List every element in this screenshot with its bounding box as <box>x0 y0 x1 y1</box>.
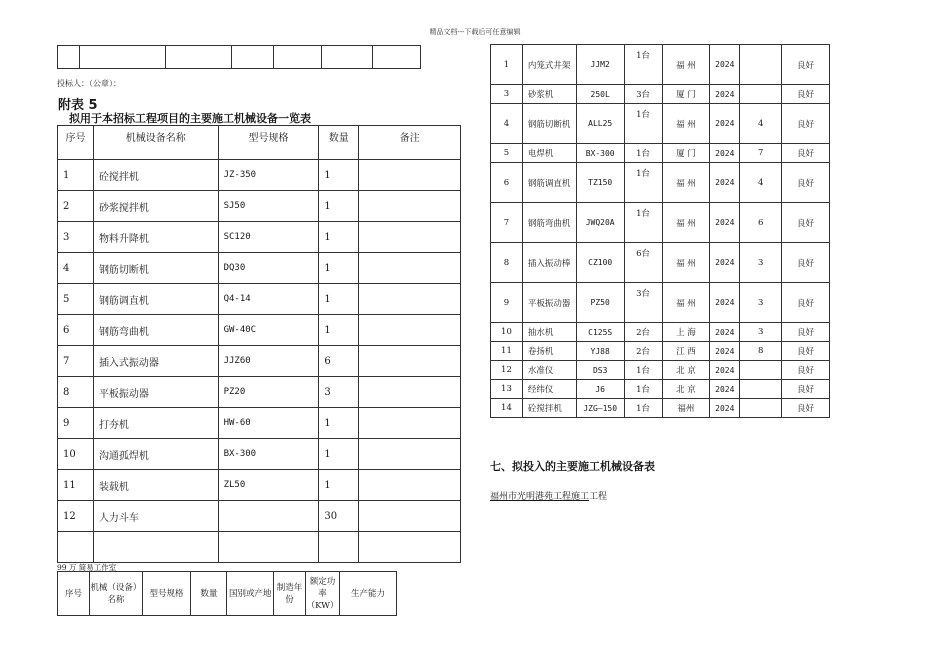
cell-year: 2024 <box>710 323 740 342</box>
cell-status: 良好 <box>782 163 830 203</box>
cell-origin: 福 州 <box>662 45 710 85</box>
table-row <box>491 104 830 144</box>
empty-cell <box>165 46 231 69</box>
empty-cell <box>273 46 321 69</box>
cell-power: 7 <box>740 144 782 163</box>
bidder-label: 投标人：（公章）： <box>57 79 121 88</box>
table-row <box>58 377 461 408</box>
cell-origin: 福 州 <box>662 283 710 323</box>
cell-origin: 上 海 <box>662 323 710 342</box>
cell-qty: 1台 <box>624 361 662 380</box>
cell-name: 平板振动器 <box>93 377 218 408</box>
cell-note <box>359 439 461 470</box>
table-title: 拟用于本招标工程项目的主要施工机械设备一览表 <box>69 112 311 125</box>
table-row <box>491 361 830 380</box>
cell-origin: 厦 门 <box>662 144 710 163</box>
cell-name: 经纬仪 <box>522 380 576 399</box>
empty-cell <box>372 46 420 69</box>
cell-name: 砂浆机 <box>522 85 576 104</box>
cell-model <box>218 501 319 532</box>
header-cell: 机械（设备）名称 <box>90 572 143 616</box>
cell-name: 插入振动棒 <box>522 243 576 283</box>
cell-power <box>740 361 782 380</box>
annex-title: 附表 5 <box>58 98 98 113</box>
cell-name: 砼搅拌机 <box>93 160 218 191</box>
cell-power: 3 <box>740 283 782 323</box>
header-cell: 序号 <box>58 126 94 160</box>
project-name-rest: 工程 <box>589 492 608 502</box>
cell-origin: 厦 门 <box>662 85 710 104</box>
cell-name: 砂浆搅拌机 <box>93 191 218 222</box>
table-row <box>491 163 830 203</box>
cell-year: 2024 <box>710 144 740 163</box>
top-empty-table <box>57 45 421 69</box>
cell-power <box>740 399 782 418</box>
cell-origin: 福 州 <box>662 104 710 144</box>
cell-note <box>359 284 461 315</box>
cell-qty: 1 <box>319 470 359 501</box>
cell-no: 2 <box>58 191 94 222</box>
cell-note <box>359 377 461 408</box>
cell-no: 11 <box>491 342 523 361</box>
header-cell: 型号规格 <box>142 572 191 616</box>
cell-model: ZL50 <box>218 470 319 501</box>
cell-year: 2024 <box>710 399 740 418</box>
cell-qty: 2台 <box>624 323 662 342</box>
cell-name: 水准仪 <box>522 361 576 380</box>
cell-qty: 1 <box>319 253 359 284</box>
cell-no: 4 <box>491 104 523 144</box>
studio-note: 99 万 简易工作室 <box>57 563 117 572</box>
cell-name: 打夯机 <box>93 408 218 439</box>
cell-model: Q4-14 <box>218 284 319 315</box>
table-row <box>491 85 830 104</box>
cell-qty: 6 <box>319 346 359 377</box>
empty-cell <box>79 46 165 69</box>
table-header-row <box>58 126 461 160</box>
header-cell: 生产能力 <box>340 572 397 616</box>
section-title: 七、拟投入的主要施工机械设备表 <box>490 460 655 473</box>
cell-name: 插入式振动器 <box>93 346 218 377</box>
cell-name: 钢筋弯曲机 <box>522 203 576 243</box>
cell-no: 12 <box>58 501 94 532</box>
cell-qty: 1台 <box>624 399 662 418</box>
cell-power: 4 <box>740 104 782 144</box>
cell-origin: 北 京 <box>662 361 710 380</box>
header-cell: 额定功率（KW） <box>306 572 340 616</box>
cell-year: 2024 <box>710 45 740 85</box>
cell-model: JJZ60 <box>218 346 319 377</box>
cell-status: 良好 <box>782 399 830 418</box>
cell-status: 良好 <box>782 342 830 361</box>
cell-no: 3 <box>491 85 523 104</box>
cell-no: 1 <box>491 45 523 85</box>
cell-qty: 1台 <box>624 104 662 144</box>
cell-no: 3 <box>58 222 94 253</box>
cell-model: JZ-350 <box>218 160 319 191</box>
cell-year: 2024 <box>710 361 740 380</box>
cell-name: 沟通孤焊机 <box>93 439 218 470</box>
cell-note <box>359 346 461 377</box>
table-row <box>58 439 461 470</box>
cell-model: GW-40C <box>218 315 319 346</box>
cell-no: 14 <box>491 399 523 418</box>
cell-origin: 北 京 <box>662 380 710 399</box>
cell-no: 4 <box>58 253 94 284</box>
cell-note <box>359 160 461 191</box>
cell-note <box>359 191 461 222</box>
bottom-header-table <box>57 571 397 616</box>
equipment-table <box>57 125 461 563</box>
cell-power: 6 <box>740 203 782 243</box>
cell-no: 1 <box>58 160 94 191</box>
cell-status: 良好 <box>782 203 830 243</box>
cell-qty: 1 <box>319 408 359 439</box>
header-cell: 制造年份 <box>273 572 305 616</box>
empty-cell <box>319 532 359 563</box>
cell-name: 物料升降机 <box>93 222 218 253</box>
cell-year: 2024 <box>710 342 740 361</box>
header-cell: 数量 <box>319 126 359 160</box>
cell-no: 7 <box>58 346 94 377</box>
cell-model: BX-300 <box>576 144 624 163</box>
cell-origin: 福 州 <box>662 163 710 203</box>
cell-model: BX-300 <box>218 439 319 470</box>
cell-model: J6 <box>576 380 624 399</box>
cell-name: 钢筋切断机 <box>93 253 218 284</box>
cell-power: 4 <box>740 163 782 203</box>
cell-name: 装载机 <box>93 470 218 501</box>
cell-name: 钢筋调直机 <box>93 284 218 315</box>
cell-qty: 1台 <box>624 45 662 85</box>
header-cell: 备注 <box>359 126 461 160</box>
cell-year: 2024 <box>710 85 740 104</box>
table-row <box>58 346 461 377</box>
cell-qty: 3台 <box>624 283 662 323</box>
empty-cell <box>218 532 319 563</box>
empty-cell <box>58 532 94 563</box>
cell-no: 12 <box>491 361 523 380</box>
cell-no: 6 <box>58 315 94 346</box>
cell-year: 2024 <box>710 380 740 399</box>
cell-qty: 1 <box>319 222 359 253</box>
cell-year: 2024 <box>710 163 740 203</box>
cell-qty: 2台 <box>624 342 662 361</box>
cell-qty: 3台 <box>624 85 662 104</box>
table-row <box>58 253 461 284</box>
cell-origin: 福 州 <box>662 203 710 243</box>
cell-status: 良好 <box>782 283 830 323</box>
cell-qty: 1台 <box>624 203 662 243</box>
cell-qty: 1 <box>319 284 359 315</box>
cell-model: ALL25 <box>576 104 624 144</box>
cell-name: 电焊机 <box>522 144 576 163</box>
table-row <box>58 470 461 501</box>
cell-no: 5 <box>58 284 94 315</box>
cell-power <box>740 380 782 399</box>
cell-model: YJ88 <box>576 342 624 361</box>
cell-model: JJM2 <box>576 45 624 85</box>
cell-name: 人力斗车 <box>93 501 218 532</box>
cell-model: TZ150 <box>576 163 624 203</box>
cell-power <box>740 85 782 104</box>
cell-no: 10 <box>491 323 523 342</box>
header-cell: 机械设备名称 <box>93 126 218 160</box>
right-equipment-table <box>490 44 830 418</box>
cell-model: C125S <box>576 323 624 342</box>
table-row <box>491 380 830 399</box>
cell-status: 良好 <box>782 243 830 283</box>
cell-qty: 1台 <box>624 380 662 399</box>
cell-status: 良好 <box>782 380 830 399</box>
cell-note <box>359 470 461 501</box>
cell-qty: 3 <box>319 377 359 408</box>
cell-power: 3 <box>740 323 782 342</box>
cell-qty: 1台 <box>624 144 662 163</box>
table-row <box>58 191 461 222</box>
cell-model: JWQ20A <box>576 203 624 243</box>
cell-note <box>359 408 461 439</box>
table-row <box>491 283 830 323</box>
cell-power: 8 <box>740 342 782 361</box>
header-cell: 序号 <box>58 572 90 616</box>
cell-no: 13 <box>491 380 523 399</box>
cell-name: 砼搅拌机 <box>522 399 576 418</box>
cell-model: DQ30 <box>218 253 319 284</box>
cell-model: HW-60 <box>218 408 319 439</box>
table-row <box>58 408 461 439</box>
cell-name: 钢筋切断机 <box>522 104 576 144</box>
cell-name: 钢筋调直机 <box>522 163 576 203</box>
cell-qty: 1 <box>319 191 359 222</box>
cell-qty: 6台 <box>624 243 662 283</box>
cell-qty: 1 <box>319 439 359 470</box>
cell-no: 9 <box>491 283 523 323</box>
cell-note <box>359 253 461 284</box>
cell-year: 2024 <box>710 283 740 323</box>
cell-origin: 福 州 <box>662 243 710 283</box>
table-row <box>58 501 461 532</box>
cell-year: 2024 <box>710 243 740 283</box>
cell-model: DS3 <box>576 361 624 380</box>
cell-qty: 1 <box>319 315 359 346</box>
cell-no: 10 <box>58 439 94 470</box>
cell-power: 3 <box>740 243 782 283</box>
header-cell: 国别或产地 <box>227 572 274 616</box>
cell-origin: 福州 <box>662 399 710 418</box>
cell-status: 良好 <box>782 144 830 163</box>
empty-cell <box>322 46 372 69</box>
cell-status: 良好 <box>782 323 830 342</box>
cell-note <box>359 315 461 346</box>
empty-cell <box>93 532 218 563</box>
table-row <box>58 222 461 253</box>
cell-qty: 1台 <box>624 163 662 203</box>
cell-model: SJ50 <box>218 191 319 222</box>
cell-status: 良好 <box>782 361 830 380</box>
table-row <box>58 284 461 315</box>
table-header-row <box>58 572 397 616</box>
cell-model: JZG—150 <box>576 399 624 418</box>
table-row <box>491 144 830 163</box>
cell-no: 11 <box>58 470 94 501</box>
cell-name: 钢筋弯曲机 <box>93 315 218 346</box>
cell-name: 内笼式井架 <box>522 45 576 85</box>
header-cell: 数量 <box>191 572 227 616</box>
cell-year: 2024 <box>710 203 740 243</box>
cell-no: 8 <box>58 377 94 408</box>
table-row <box>58 160 461 191</box>
header-note: 精品文档---下载后可任意编辑 <box>429 28 521 36</box>
cell-no: 8 <box>491 243 523 283</box>
cell-model: SC120 <box>218 222 319 253</box>
cell-no: 7 <box>491 203 523 243</box>
cell-origin: 江 西 <box>662 342 710 361</box>
table-row <box>491 243 830 283</box>
cell-qty: 1 <box>319 160 359 191</box>
cell-status: 良好 <box>782 104 830 144</box>
table-row <box>491 399 830 418</box>
cell-qty: 30 <box>319 501 359 532</box>
empty-cell <box>231 46 273 69</box>
table-row <box>491 342 830 361</box>
cell-model: PZ50 <box>576 283 624 323</box>
cell-power <box>740 45 782 85</box>
cell-status: 良好 <box>782 45 830 85</box>
cell-no: 5 <box>491 144 523 163</box>
table-row <box>491 323 830 342</box>
table-row <box>58 315 461 346</box>
cell-name: 平板振动器 <box>522 283 576 323</box>
cell-model: PZ20 <box>218 377 319 408</box>
table-row-empty <box>58 532 461 563</box>
empty-cell <box>359 532 461 563</box>
cell-status: 良好 <box>782 85 830 104</box>
cell-year: 2024 <box>710 104 740 144</box>
project-name <box>490 489 607 502</box>
cell-note <box>359 222 461 253</box>
header-cell: 型号规格 <box>218 126 319 160</box>
cell-model: 250L <box>576 85 624 104</box>
cell-name: 卷扬机 <box>522 342 576 361</box>
project-name-underlined: 福州市光明港苑工程施工 <box>490 492 590 502</box>
cell-no: 6 <box>491 163 523 203</box>
table-row <box>491 45 830 85</box>
cell-name: 抽水机 <box>522 323 576 342</box>
cell-no: 9 <box>58 408 94 439</box>
empty-cell <box>58 46 80 69</box>
table-row <box>491 203 830 243</box>
cell-model: CZ100 <box>576 243 624 283</box>
cell-note <box>359 501 461 532</box>
